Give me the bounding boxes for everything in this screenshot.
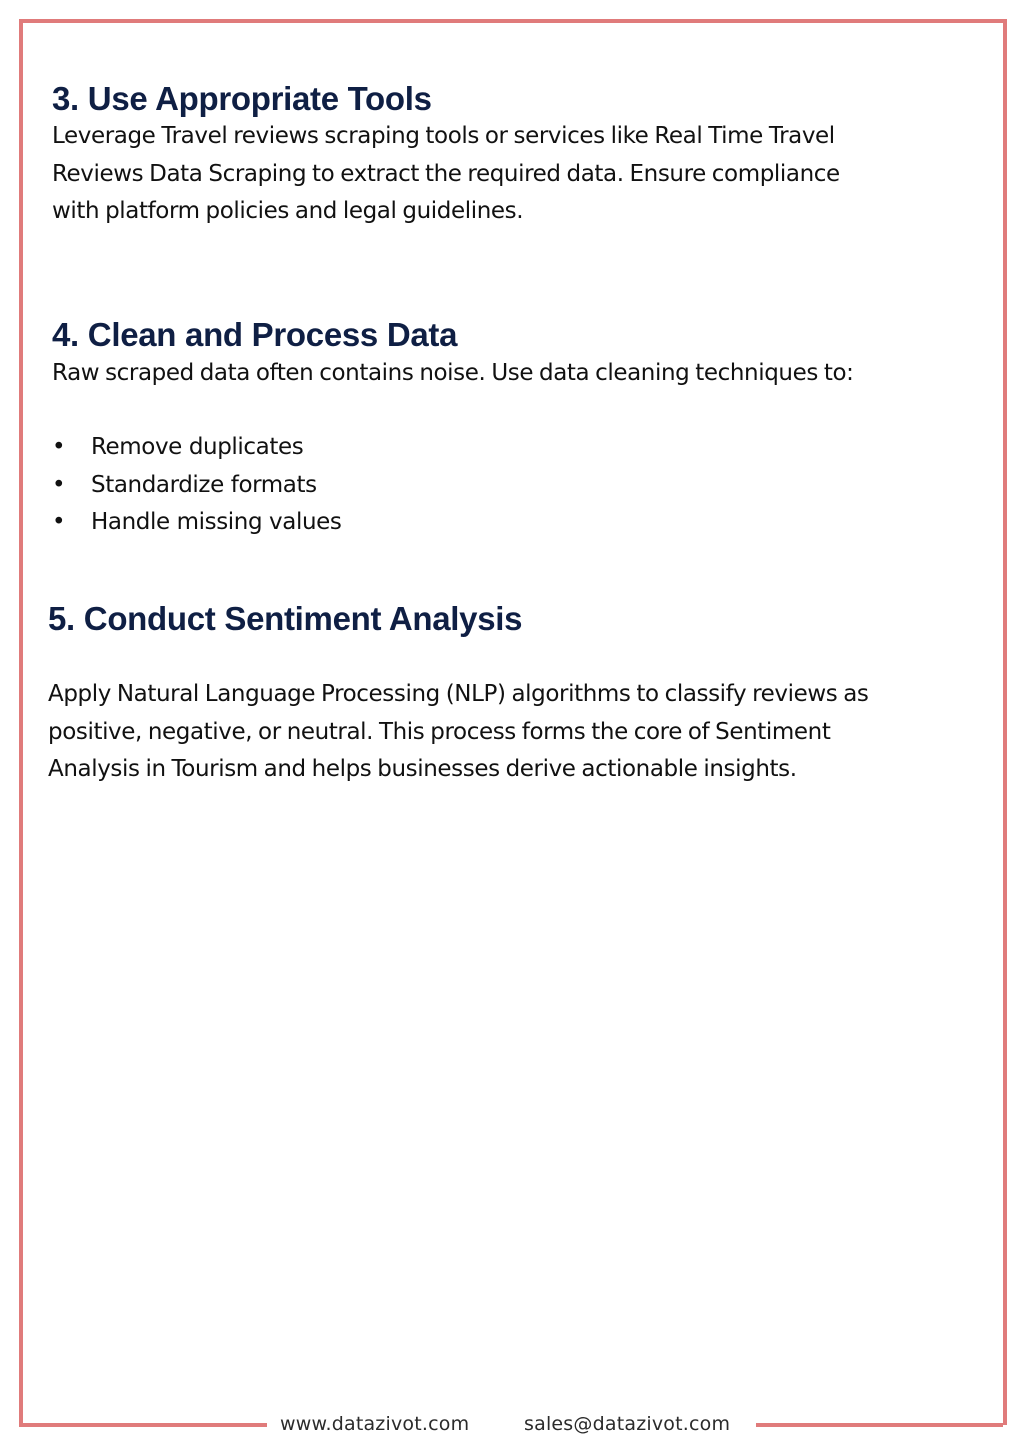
section-5-line-3: Analysis in Tourism and helps businesses derive actionable insights. bbox=[48, 756, 797, 782]
section-3-line-3: with platform policies and legal guidelines. bbox=[52, 198, 524, 224]
cleaning-techniques-list bbox=[52, 429, 341, 542]
list-item bbox=[52, 504, 341, 542]
bullet-icon: • bbox=[52, 509, 66, 535]
list-item-text: Handle missing values bbox=[91, 509, 342, 535]
section-4-line-1: Raw scraped data often contains noise. Use data cleaning techniques to: bbox=[52, 360, 854, 386]
section-4-paragraph bbox=[52, 355, 853, 393]
section-5-line-1: Apply Natural Language Processing (NLP) algorithms to classify reviews as bbox=[48, 681, 869, 707]
section-3-line-2: Reviews Data Scraping to extract the required data. Ensure compliance bbox=[52, 160, 840, 187]
page-border-bottom-left bbox=[19, 1423, 267, 1427]
footer-website-link[interactable]: www.datazivot.com bbox=[280, 1413, 470, 1435]
list-item-text: Standardize formats bbox=[91, 471, 317, 498]
section-5-heading: 5. Conduct Sentiment Analysis bbox=[48, 600, 523, 637]
section-3-paragraph bbox=[52, 118, 840, 231]
section-5-line-2: positive, negative, or neutral. This process forms the core of Sentiment bbox=[48, 718, 831, 745]
page-border-bottom-right bbox=[756, 1423, 1003, 1427]
list-item-text: Remove duplicates bbox=[91, 434, 304, 460]
footer-email-link[interactable]: sales@datazivot.com bbox=[524, 1413, 731, 1435]
section-4-heading: 4. Clean and Process Data bbox=[52, 316, 458, 353]
list-item bbox=[52, 467, 341, 505]
bullet-icon: • bbox=[52, 471, 66, 498]
section-3-heading: 3. Use Appropriate Tools bbox=[52, 80, 432, 117]
bullet-icon: • bbox=[52, 434, 66, 460]
list-item bbox=[52, 429, 341, 467]
section-5-paragraph bbox=[48, 676, 869, 789]
section-3-line-1: Leverage Travel reviews scraping tools or services like Real Time Travel bbox=[52, 123, 835, 149]
